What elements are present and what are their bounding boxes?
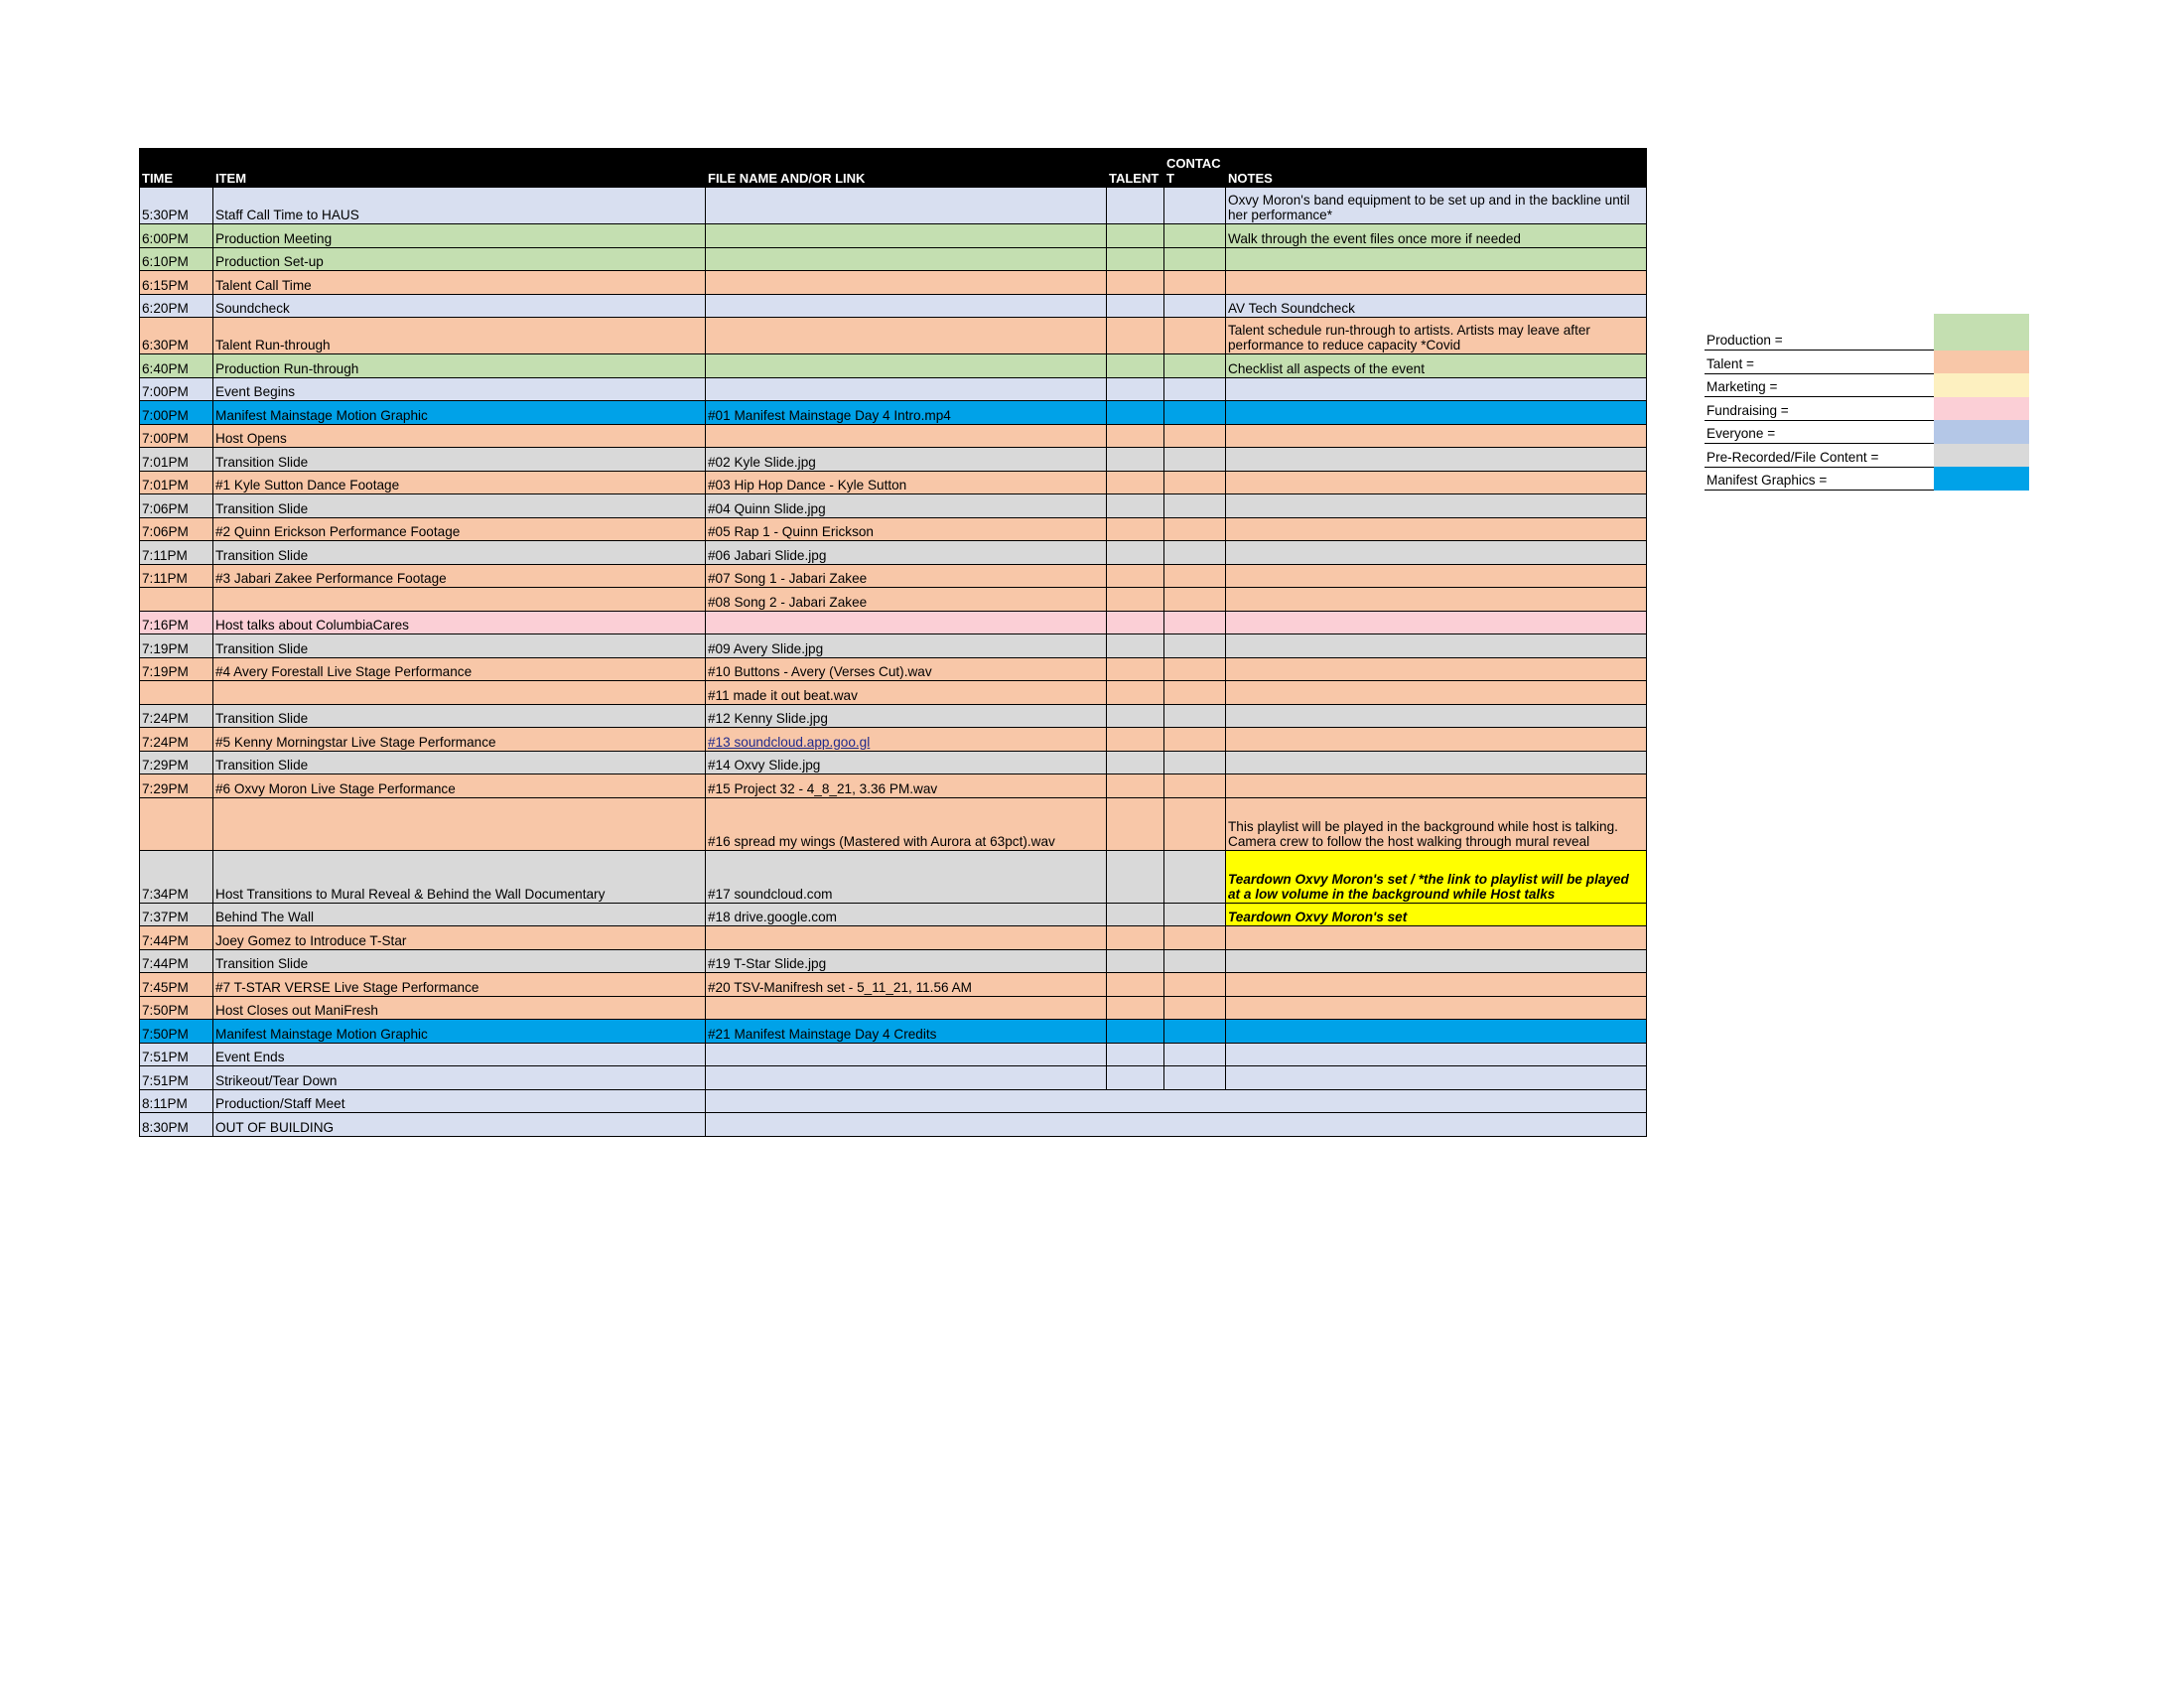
contact-cell[interactable]: [1164, 401, 1226, 425]
notes-cell[interactable]: [1226, 564, 1647, 588]
item-cell[interactable]: #3 Jabari Zakee Performance Footage: [213, 564, 706, 588]
legend-item: [1705, 351, 2029, 374]
legend-label: Marketing =: [1705, 373, 1934, 397]
notes-cell[interactable]: [1226, 377, 1647, 401]
contact-cell[interactable]: [1164, 903, 1226, 926]
time-cell[interactable]: 7:19PM: [140, 634, 213, 658]
file-cell[interactable]: #16 spread my wings (Mastered with Aurora at 63pct).wav: [706, 797, 1107, 850]
notes-cell[interactable]: [1226, 634, 1647, 658]
talent-cell[interactable]: [1107, 973, 1164, 997]
item-cell[interactable]: #5 Kenny Morningstar Live Stage Performance: [213, 728, 706, 752]
legend-item: [1705, 314, 2029, 351]
contact-cell[interactable]: [1164, 850, 1226, 903]
time-cell[interactable]: 7:06PM: [140, 517, 213, 541]
legend-swatch: [1934, 467, 2029, 491]
file-cell[interactable]: #01 Manifest Mainstage Day 4 Intro.mp4: [706, 401, 1107, 425]
time-cell[interactable]: 7:29PM: [140, 751, 213, 774]
item-cell[interactable]: Transition Slide: [213, 751, 706, 774]
legend-item: [1705, 444, 2029, 468]
file-cell[interactable]: [706, 377, 1107, 401]
time-cell[interactable]: 7:50PM: [140, 996, 213, 1020]
file-cell[interactable]: #12 Kenny Slide.jpg: [706, 704, 1107, 728]
table-row: [140, 1089, 1647, 1113]
file-cell[interactable]: [706, 611, 1107, 634]
legend-label: Pre-Recorded/File Content =: [1705, 444, 1934, 468]
legend-swatch: [1934, 351, 2029, 374]
talent-cell[interactable]: [1107, 949, 1164, 973]
talent-cell[interactable]: [1107, 448, 1164, 472]
table-row: [140, 903, 1647, 926]
file-link[interactable]: #13 soundcloud.app.goo.gl: [708, 734, 871, 750]
file-cell[interactable]: [706, 424, 1107, 448]
file-cell[interactable]: #17 soundcloud.com: [706, 850, 1107, 903]
notes-cell[interactable]: [1226, 588, 1647, 612]
item-cell[interactable]: Transition Slide: [213, 448, 706, 472]
table-row: [140, 354, 1647, 378]
time-cell[interactable]: 8:11PM: [140, 1089, 213, 1113]
time-cell[interactable]: 7:01PM: [140, 448, 213, 472]
header-contact[interactable]: CONTAC T: [1164, 149, 1226, 188]
table-row: [140, 996, 1647, 1020]
table-row: [140, 774, 1647, 798]
notes-cell[interactable]: [1226, 996, 1647, 1020]
talent-cell[interactable]: [1107, 704, 1164, 728]
file-cell[interactable]: #06 Jabari Slide.jpg: [706, 541, 1107, 565]
empty-cell: [706, 1089, 1647, 1113]
legend-swatch: [1934, 420, 2029, 444]
legend-label: Production =: [1705, 314, 1934, 351]
item-cell[interactable]: Transition Slide: [213, 541, 706, 565]
item-cell[interactable]: OUT OF BUILDING: [213, 1113, 706, 1137]
talent-cell[interactable]: [1107, 774, 1164, 798]
notes-cell[interactable]: [1226, 494, 1647, 518]
talent-cell[interactable]: [1107, 611, 1164, 634]
time-cell[interactable]: 6:20PM: [140, 294, 213, 318]
talent-cell[interactable]: [1107, 996, 1164, 1020]
talent-cell[interactable]: [1107, 494, 1164, 518]
file-cell[interactable]: [706, 294, 1107, 318]
table-row: [140, 588, 1647, 612]
talent-cell[interactable]: [1107, 903, 1164, 926]
table-row: [140, 471, 1647, 494]
table-row: [140, 424, 1647, 448]
contact-cell[interactable]: [1164, 1043, 1226, 1066]
header-row: [140, 149, 1647, 188]
talent-cell[interactable]: [1107, 247, 1164, 271]
contact-cell[interactable]: [1164, 1066, 1226, 1090]
time-cell[interactable]: 7:45PM: [140, 973, 213, 997]
notes-cell[interactable]: [1226, 751, 1647, 774]
time-cell[interactable]: [140, 681, 213, 705]
legend-swatch: [1934, 444, 2029, 468]
table-row: [140, 294, 1647, 318]
talent-cell[interactable]: [1107, 588, 1164, 612]
contact-cell[interactable]: [1164, 494, 1226, 518]
talent-cell[interactable]: [1107, 728, 1164, 752]
table-row: [140, 564, 1647, 588]
item-cell[interactable]: [213, 681, 706, 705]
contact-cell[interactable]: [1164, 517, 1226, 541]
notes-cell[interactable]: [1226, 401, 1647, 425]
contact-cell[interactable]: [1164, 224, 1226, 248]
file-cell[interactable]: [706, 926, 1107, 950]
file-cell[interactable]: #20 TSV-Manifresh set - 5_11_21, 11.56 AM: [706, 973, 1107, 997]
table-row: [140, 926, 1647, 950]
talent-cell[interactable]: [1107, 751, 1164, 774]
talent-cell[interactable]: [1107, 797, 1164, 850]
contact-cell[interactable]: [1164, 774, 1226, 798]
table-row: [140, 247, 1647, 271]
file-cell[interactable]: #09 Avery Slide.jpg: [706, 634, 1107, 658]
notes-cell[interactable]: [1226, 611, 1647, 634]
contact-cell[interactable]: [1164, 657, 1226, 681]
talent-cell[interactable]: [1107, 1020, 1164, 1044]
talent-cell[interactable]: [1107, 271, 1164, 295]
notes-cell[interactable]: [1226, 541, 1647, 565]
notes-cell[interactable]: [1226, 926, 1647, 950]
notes-cell[interactable]: [1226, 973, 1647, 997]
time-cell[interactable]: 7:11PM: [140, 541, 213, 565]
contact-cell[interactable]: [1164, 611, 1226, 634]
notes-cell[interactable]: [1226, 448, 1647, 472]
notes-cell[interactable]: [1226, 1020, 1647, 1044]
file-cell[interactable]: #21 Manifest Mainstage Day 4 Credits: [706, 1020, 1107, 1044]
table-row: [140, 1066, 1647, 1090]
notes-cell[interactable]: Walk through the event files once more if needed: [1226, 224, 1647, 248]
time-cell[interactable]: 6:00PM: [140, 224, 213, 248]
contact-cell[interactable]: [1164, 377, 1226, 401]
table-row: [140, 224, 1647, 248]
contact-cell[interactable]: [1164, 751, 1226, 774]
item-cell[interactable]: [213, 797, 706, 850]
file-cell[interactable]: #14 Oxvy Slide.jpg: [706, 751, 1107, 774]
empty-cell: [706, 1113, 1647, 1137]
notes-cell[interactable]: [1226, 1066, 1647, 1090]
item-cell[interactable]: Transition Slide: [213, 634, 706, 658]
table-row: [140, 448, 1647, 472]
contact-cell[interactable]: [1164, 448, 1226, 472]
item-cell[interactable]: Manifest Mainstage Motion Graphic: [213, 401, 706, 425]
item-cell[interactable]: Manifest Mainstage Motion Graphic: [213, 1020, 706, 1044]
time-cell[interactable]: 7:37PM: [140, 903, 213, 926]
notes-cell[interactable]: [1226, 247, 1647, 271]
time-cell[interactable]: 7:11PM: [140, 564, 213, 588]
notes-cell[interactable]: Oxvy Moron's band equipment to be set up and in the backline until her performance*: [1226, 188, 1647, 224]
file-cell[interactable]: #03 Hip Hop Dance - Kyle Sutton: [706, 471, 1107, 494]
legend-item: [1705, 467, 2029, 491]
time-cell[interactable]: 7:19PM: [140, 657, 213, 681]
table-row: [140, 271, 1647, 295]
header-item[interactable]: ITEM: [213, 149, 706, 188]
legend-label: Talent =: [1705, 351, 1934, 374]
notes-cell[interactable]: [1226, 949, 1647, 973]
talent-cell[interactable]: [1107, 850, 1164, 903]
time-cell[interactable]: 7:00PM: [140, 377, 213, 401]
notes-cell[interactable]: This playlist will be played in the background while host is talking. Camera crew to follow the host walking through mural reveal: [1226, 797, 1647, 850]
item-cell[interactable]: Transition Slide: [213, 494, 706, 518]
talent-cell[interactable]: [1107, 294, 1164, 318]
item-cell[interactable]: Host Closes out ManiFresh: [213, 996, 706, 1020]
item-cell[interactable]: Host talks about ColumbiaCares: [213, 611, 706, 634]
file-cell[interactable]: #07 Song 1 - Jabari Zakee: [706, 564, 1107, 588]
file-cell[interactable]: #19 T-Star Slide.jpg: [706, 949, 1107, 973]
talent-cell[interactable]: [1107, 224, 1164, 248]
file-cell[interactable]: [706, 1043, 1107, 1066]
notes-cell[interactable]: Talent schedule run-through to artists. Artists may leave after performance to reduce capacity *Covid: [1226, 318, 1647, 354]
file-cell[interactable]: [706, 271, 1107, 295]
contact-cell[interactable]: [1164, 704, 1226, 728]
file-cell[interactable]: [706, 224, 1107, 248]
item-cell[interactable]: #6 Oxvy Moron Live Stage Performance: [213, 774, 706, 798]
contact-cell[interactable]: [1164, 728, 1226, 752]
time-cell[interactable]: [140, 588, 213, 612]
time-cell[interactable]: 6:30PM: [140, 318, 213, 354]
time-cell[interactable]: 7:44PM: [140, 949, 213, 973]
color-legend: [1705, 314, 2029, 491]
table-row: [140, 657, 1647, 681]
time-cell[interactable]: 7:00PM: [140, 424, 213, 448]
talent-cell[interactable]: [1107, 564, 1164, 588]
file-cell[interactable]: [706, 728, 1107, 752]
notes-cell[interactable]: [1226, 471, 1647, 494]
time-cell[interactable]: 7:16PM: [140, 611, 213, 634]
talent-cell[interactable]: [1107, 1066, 1164, 1090]
item-cell[interactable]: Behind The Wall: [213, 903, 706, 926]
contact-cell[interactable]: [1164, 1020, 1226, 1044]
contact-cell[interactable]: [1164, 564, 1226, 588]
talent-cell[interactable]: [1107, 926, 1164, 950]
time-cell[interactable]: 7:01PM: [140, 471, 213, 494]
contact-cell[interactable]: [1164, 541, 1226, 565]
table-row: [140, 188, 1647, 224]
item-cell[interactable]: Transition Slide: [213, 704, 706, 728]
notes-cell[interactable]: Teardown Oxvy Moron's set: [1226, 903, 1647, 926]
talent-cell[interactable]: [1107, 188, 1164, 224]
time-cell[interactable]: 7:51PM: [140, 1066, 213, 1090]
time-cell[interactable]: 7:06PM: [140, 494, 213, 518]
table-row: [140, 728, 1647, 752]
contact-cell[interactable]: [1164, 973, 1226, 997]
time-cell[interactable]: 8:30PM: [140, 1113, 213, 1137]
item-cell[interactable]: Joey Gomez to Introduce T-Star: [213, 926, 706, 950]
notes-cell[interactable]: [1226, 774, 1647, 798]
table-row: [140, 751, 1647, 774]
table-row: [140, 949, 1647, 973]
item-cell[interactable]: Production Meeting: [213, 224, 706, 248]
file-cell[interactable]: #11 made it out beat.wav: [706, 681, 1107, 705]
time-cell[interactable]: 7:24PM: [140, 704, 213, 728]
time-cell[interactable]: 7:29PM: [140, 774, 213, 798]
table-row: [140, 494, 1647, 518]
notes-cell[interactable]: Teardown Oxvy Moron's set / *the link to playlist will be played at a low volume in the background while Host talks: [1226, 850, 1647, 903]
contact-cell[interactable]: [1164, 294, 1226, 318]
contact-cell[interactable]: [1164, 247, 1226, 271]
item-cell[interactable]: Soundcheck: [213, 294, 706, 318]
item-cell[interactable]: Production Set-up: [213, 247, 706, 271]
header-talent[interactable]: TALENT: [1107, 149, 1164, 188]
notes-cell[interactable]: AV Tech Soundcheck: [1226, 294, 1647, 318]
talent-cell[interactable]: [1107, 657, 1164, 681]
table-row: [140, 797, 1647, 850]
header-notes[interactable]: NOTES: [1226, 149, 1647, 188]
legend-label: Manifest Graphics =: [1705, 467, 1934, 491]
table-row: [140, 850, 1647, 903]
run-of-show-table: [139, 148, 1647, 1137]
table-row: [140, 1113, 1647, 1137]
item-cell[interactable]: #2 Quinn Erickson Performance Footage: [213, 517, 706, 541]
time-cell[interactable]: [140, 797, 213, 850]
item-cell[interactable]: Host Opens: [213, 424, 706, 448]
file-cell[interactable]: [706, 188, 1107, 224]
legend-swatch: [1934, 314, 2029, 351]
talent-cell[interactable]: [1107, 318, 1164, 354]
legend-item: [1705, 397, 2029, 421]
time-cell[interactable]: 7:24PM: [140, 728, 213, 752]
item-cell[interactable]: Talent Run-through: [213, 318, 706, 354]
table-row: [140, 401, 1647, 425]
table-row: [140, 704, 1647, 728]
item-cell[interactable]: [213, 588, 706, 612]
time-cell[interactable]: 7:00PM: [140, 401, 213, 425]
notes-cell[interactable]: [1226, 681, 1647, 705]
contact-cell[interactable]: [1164, 318, 1226, 354]
talent-cell[interactable]: [1107, 401, 1164, 425]
notes-cell[interactable]: Checklist all aspects of the event: [1226, 354, 1647, 378]
item-cell[interactable]: Strikeout/Tear Down: [213, 1066, 706, 1090]
file-cell[interactable]: #04 Quinn Slide.jpg: [706, 494, 1107, 518]
file-cell[interactable]: [706, 247, 1107, 271]
notes-cell[interactable]: [1226, 704, 1647, 728]
header-file[interactable]: FILE NAME AND/OR LINK: [706, 149, 1107, 188]
file-cell[interactable]: [706, 354, 1107, 378]
contact-cell[interactable]: [1164, 588, 1226, 612]
time-cell[interactable]: 7:50PM: [140, 1020, 213, 1044]
contact-cell[interactable]: [1164, 188, 1226, 224]
time-cell[interactable]: 7:34PM: [140, 850, 213, 903]
contact-cell[interactable]: [1164, 681, 1226, 705]
file-cell[interactable]: #05 Rap 1 - Quinn Erickson: [706, 517, 1107, 541]
item-cell[interactable]: #1 Kyle Sutton Dance Footage: [213, 471, 706, 494]
legend-item: [1705, 420, 2029, 444]
notes-cell[interactable]: [1226, 271, 1647, 295]
talent-cell[interactable]: [1107, 377, 1164, 401]
legend-item: [1705, 373, 2029, 397]
contact-cell[interactable]: [1164, 271, 1226, 295]
item-cell[interactable]: Staff Call Time to HAUS: [213, 188, 706, 224]
file-cell[interactable]: [706, 1066, 1107, 1090]
time-cell[interactable]: 6:15PM: [140, 271, 213, 295]
time-cell[interactable]: 7:51PM: [140, 1043, 213, 1066]
file-cell[interactable]: #08 Song 2 - Jabari Zakee: [706, 588, 1107, 612]
time-cell[interactable]: 7:44PM: [140, 926, 213, 950]
item-cell[interactable]: Transition Slide: [213, 949, 706, 973]
file-cell[interactable]: [706, 318, 1107, 354]
legend-label: Fundraising =: [1705, 397, 1934, 421]
contact-cell[interactable]: [1164, 996, 1226, 1020]
contact-cell[interactable]: [1164, 354, 1226, 378]
talent-cell[interactable]: [1107, 471, 1164, 494]
table-row: [140, 1043, 1647, 1066]
item-cell[interactable]: Event Begins: [213, 377, 706, 401]
notes-cell[interactable]: [1226, 657, 1647, 681]
contact-cell[interactable]: [1164, 949, 1226, 973]
talent-cell[interactable]: [1107, 517, 1164, 541]
table-row: [140, 517, 1647, 541]
table-row: [140, 681, 1647, 705]
notes-cell[interactable]: [1226, 424, 1647, 448]
notes-cell[interactable]: [1226, 1043, 1647, 1066]
item-cell[interactable]: #7 T-STAR VERSE Live Stage Performance: [213, 973, 706, 997]
item-cell[interactable]: Talent Call Time: [213, 271, 706, 295]
time-cell[interactable]: 6:10PM: [140, 247, 213, 271]
contact-cell[interactable]: [1164, 471, 1226, 494]
table-row: [140, 611, 1647, 634]
file-cell[interactable]: #15 Project 32 - 4_8_21, 3.36 PM.wav: [706, 774, 1107, 798]
contact-cell[interactable]: [1164, 634, 1226, 658]
time-cell[interactable]: 5:30PM: [140, 188, 213, 224]
header-time[interactable]: TIME: [140, 149, 213, 188]
table-row: [140, 318, 1647, 354]
notes-cell[interactable]: [1226, 517, 1647, 541]
file-cell[interactable]: #10 Buttons - Avery (Verses Cut).wav: [706, 657, 1107, 681]
legend-swatch: [1934, 397, 2029, 421]
item-cell[interactable]: Host Transitions to Mural Reveal & Behind the Wall Documentary: [213, 850, 706, 903]
table-row: [140, 1020, 1647, 1044]
item-cell[interactable]: Production Run-through: [213, 354, 706, 378]
talent-cell[interactable]: [1107, 634, 1164, 658]
table-row: [140, 634, 1647, 658]
legend-swatch: [1934, 373, 2029, 397]
table-row: [140, 541, 1647, 565]
file-cell[interactable]: #18 drive.google.com: [706, 903, 1107, 926]
item-cell[interactable]: #4 Avery Forestall Live Stage Performance: [213, 657, 706, 681]
item-cell[interactable]: Production/Staff Meet: [213, 1089, 706, 1113]
table-row: [140, 973, 1647, 997]
contact-cell[interactable]: [1164, 926, 1226, 950]
notes-cell[interactable]: [1226, 728, 1647, 752]
file-cell[interactable]: #02 Kyle Slide.jpg: [706, 448, 1107, 472]
talent-cell[interactable]: [1107, 354, 1164, 378]
talent-cell[interactable]: [1107, 541, 1164, 565]
talent-cell[interactable]: [1107, 424, 1164, 448]
talent-cell[interactable]: [1107, 681, 1164, 705]
file-cell[interactable]: [706, 996, 1107, 1020]
contact-cell[interactable]: [1164, 424, 1226, 448]
time-cell[interactable]: 6:40PM: [140, 354, 213, 378]
legend-label: Everyone =: [1705, 420, 1934, 444]
item-cell[interactable]: Event Ends: [213, 1043, 706, 1066]
contact-cell[interactable]: [1164, 797, 1226, 850]
table-row: [140, 377, 1647, 401]
talent-cell[interactable]: [1107, 1043, 1164, 1066]
